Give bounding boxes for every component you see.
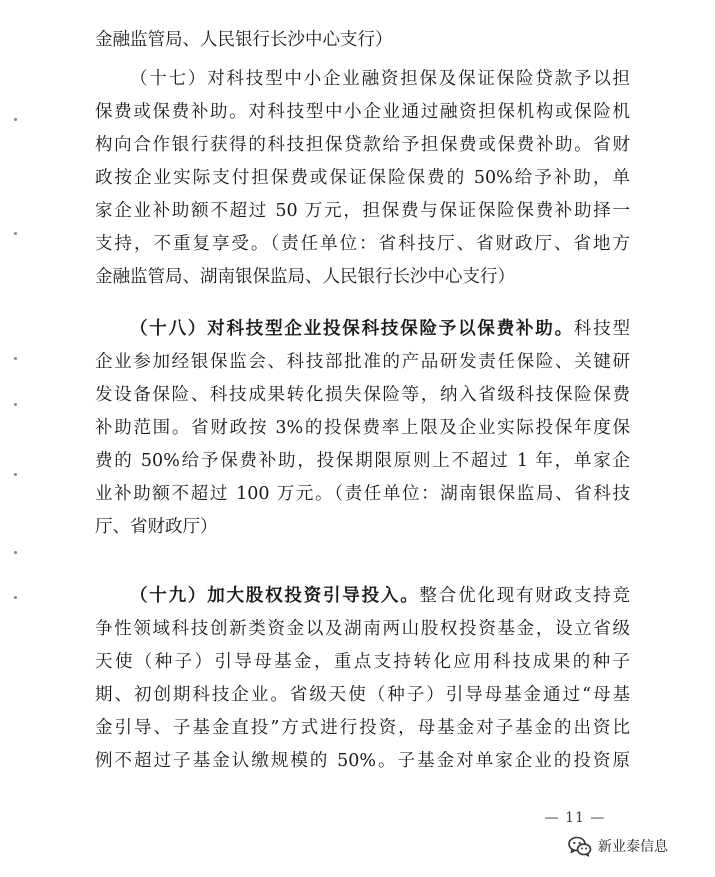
paragraph-heading-line: （十八）对科技型企业投保科技保险予以保费补助。科技型 <box>130 319 630 339</box>
margin-mark <box>14 473 17 476</box>
margin-mark <box>14 118 17 121</box>
margin-mark <box>14 551 17 554</box>
wechat-icon <box>568 835 592 857</box>
watermark-text: 新业泰信息 <box>598 839 668 855</box>
text-line: 争性领域科技创新类资金以及湖南两山股权投资基金，设立省级 <box>95 619 630 639</box>
text-line: 例不超过子基金认缴规模的 50%。子基金对单家企业的投资原 <box>95 751 630 771</box>
paragraph-heading-line: （十七）对科技型中小企业融资担保及保证保险贷款予以担 <box>130 69 630 89</box>
margin-mark <box>14 232 17 235</box>
text-line: 金引导、子基金直投”方式进行投资，母基金对子基金的出资比 <box>95 718 630 738</box>
text-line: 家企业补助额不超过 50 万元，担保费与保证保险保费补助择一 <box>95 201 630 221</box>
text-line: 构向合作银行获得的科技担保贷款给予担保费或保费补助。省财 <box>95 135 630 155</box>
paragraph-heading: （十九）加大股权投资引导投入。 <box>130 586 420 606</box>
text-line: 期、初创期科技企业。省级天使（种子）引导母基金通过“母基 <box>95 685 630 705</box>
text-line: 企业参加经银保监会、科技部批准的产品研发责任保险、关键研 <box>95 352 630 372</box>
text-line: 金融监管局、人民银行长沙中心支行） <box>95 30 393 50</box>
text-line: 金融监管局、湖南银保监局、人民银行长沙中心支行） <box>95 267 515 287</box>
watermark <box>568 833 668 859</box>
text-line: 保费或保费补助。对科技型中小企业通过融资担保机构或保险机 <box>95 102 630 122</box>
page-number: — 11 — <box>544 810 606 826</box>
text-line: 厅、省财政厅） <box>95 517 218 537</box>
paragraph-heading: （十八）对科技型企业投保科技保险予以保费补助。 <box>130 319 574 339</box>
text-line: 天使（种子）引导母基金，重点支持转化应用科技成果的种子 <box>95 652 630 672</box>
text-line: 政按企业实际支付担保费或保证保险保费的 50%给予补助，单 <box>95 168 630 188</box>
text-line: 发设备保险、科技成果转化损失保险等，纳入省级科技保险保费 <box>95 385 630 405</box>
text-line: 费的 50%给予保费补助，投保期限原则上不超过 1 年，单家企 <box>95 451 630 471</box>
text-line: 补助范围。省财政按 3%的投保费率上限及企业实际投保年度保 <box>95 418 630 438</box>
text-line: 支持，不重复享受。（责任单位：省科技厅、省财政厅、省地方 <box>95 234 630 254</box>
margin-mark <box>14 357 17 360</box>
text-line: 业补助额不超过 100 万元。（责任单位：湖南银保监局、省科技 <box>95 484 630 504</box>
margin-mark <box>14 596 17 599</box>
paragraph-heading-line: （十九）加大股权投资引导投入。整合优化现有财政支持竞 <box>130 586 630 606</box>
margin-mark <box>14 403 17 406</box>
